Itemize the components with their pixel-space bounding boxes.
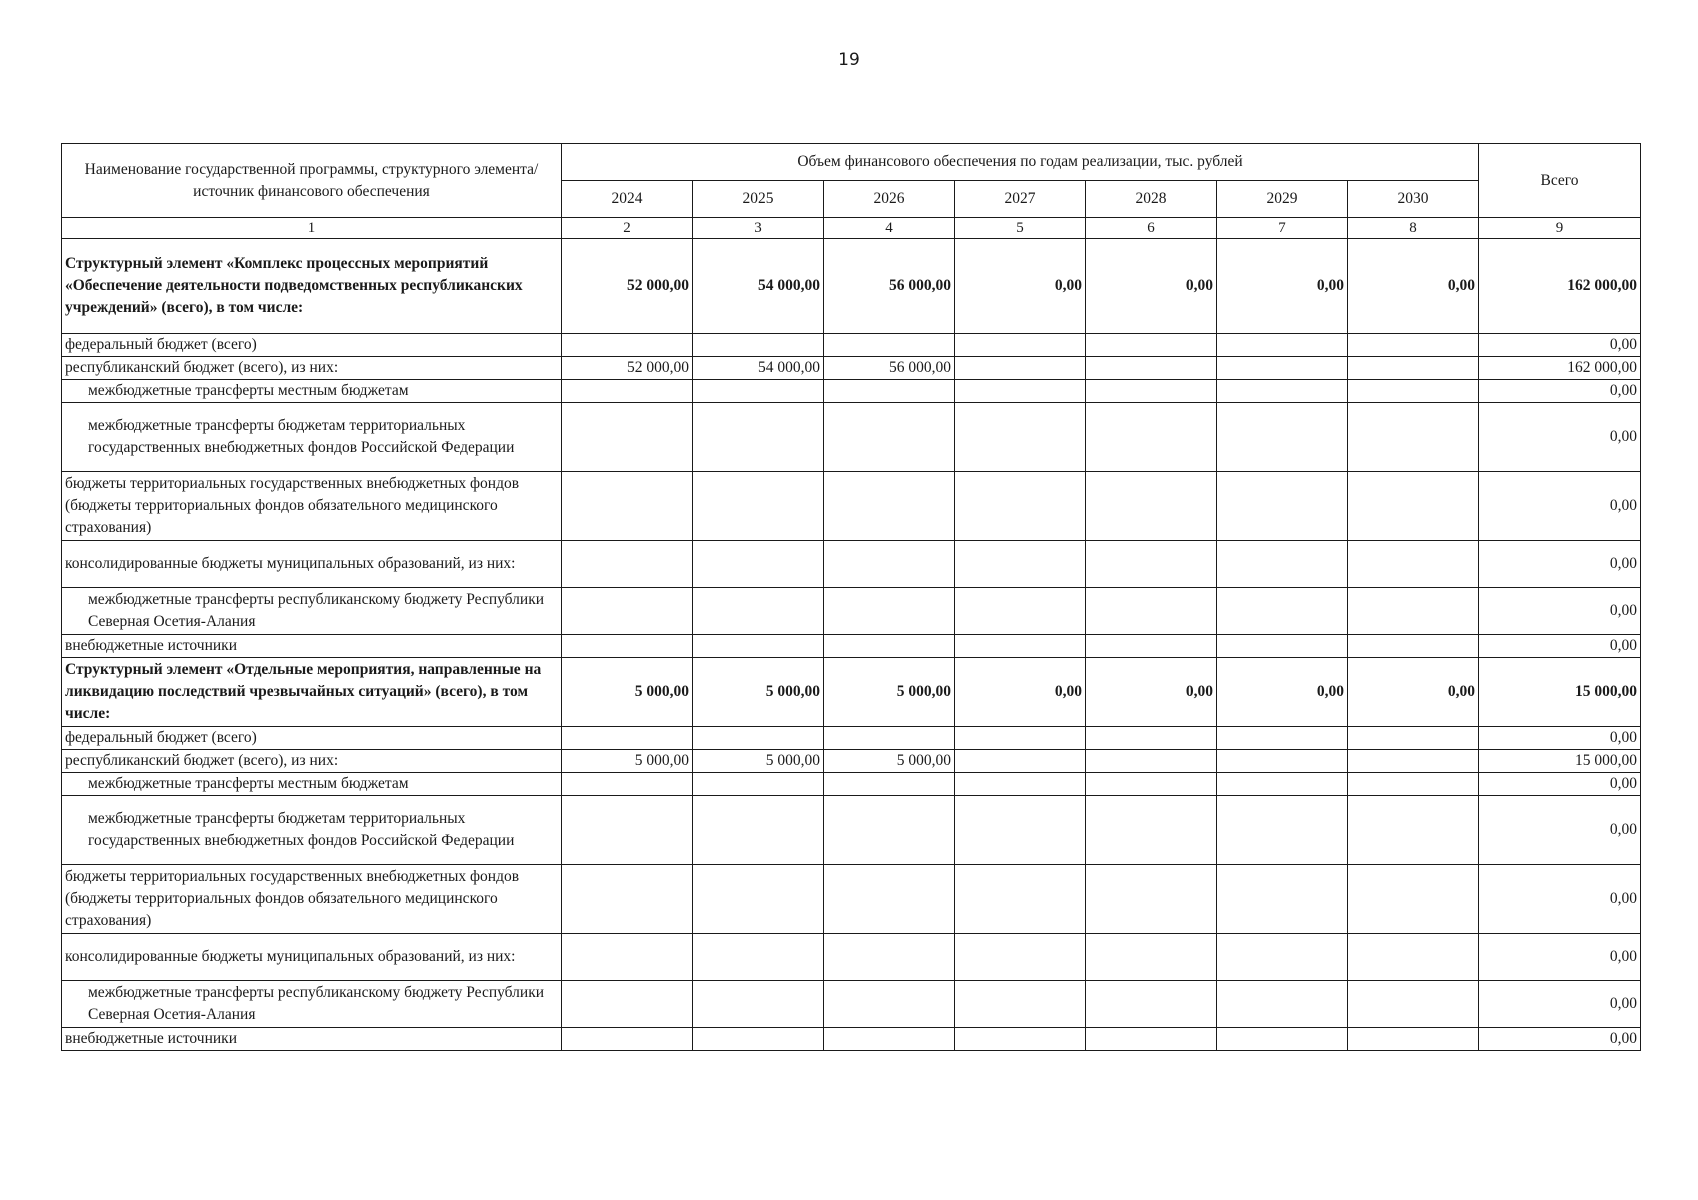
year-value-cell: 0,00 <box>1217 658 1348 727</box>
year-value-cell <box>1217 796 1348 865</box>
year-value-cell <box>824 635 955 658</box>
year-value-cell <box>1217 773 1348 796</box>
year-value-cell: 56 000,00 <box>824 239 955 334</box>
structural-element-row <box>62 658 1641 727</box>
page-number: 19 <box>838 50 860 70</box>
year-value-cell <box>1217 357 1348 380</box>
year-value-cell <box>562 1028 693 1051</box>
column-number: 3 <box>693 218 824 239</box>
year-value-cell <box>693 1028 824 1051</box>
column-number: 1 <box>62 218 562 239</box>
year-value-cell <box>562 773 693 796</box>
year-value-cell <box>1348 541 1479 588</box>
funding-source-row <box>62 934 1641 981</box>
funding-source-row <box>62 541 1641 588</box>
year-value-cell <box>824 380 955 403</box>
funding-source-row <box>62 635 1641 658</box>
total-value-cell: 15 000,00 <box>1479 750 1641 773</box>
year-value-cell <box>693 472 824 541</box>
year-value-cell <box>1217 727 1348 750</box>
year-value-cell: 52 000,00 <box>562 239 693 334</box>
year-value-cell <box>562 865 693 934</box>
year-value-cell: 5 000,00 <box>824 750 955 773</box>
year-value-cell: 54 000,00 <box>693 239 824 334</box>
year-value-cell <box>562 472 693 541</box>
year-value-cell <box>1086 773 1217 796</box>
row-label: консолидированные бюджеты муниципальных образований, из них: <box>62 934 562 981</box>
header-year: 2026 <box>824 181 955 218</box>
year-value-cell <box>693 773 824 796</box>
row-label: федеральный бюджет (всего) <box>62 334 562 357</box>
year-value-cell: 5 000,00 <box>824 658 955 727</box>
row-label: межбюджетные трансферты республиканскому бюджету Республики Северная Осетия-Алания <box>62 588 562 635</box>
year-value-cell <box>955 588 1086 635</box>
total-value-cell: 0,00 <box>1479 403 1641 472</box>
year-value-cell <box>1217 588 1348 635</box>
header-row-column-numbers <box>62 218 1641 239</box>
year-value-cell <box>955 1028 1086 1051</box>
year-value-cell <box>562 635 693 658</box>
year-value-cell: 5 000,00 <box>562 658 693 727</box>
total-value-cell: 0,00 <box>1479 380 1641 403</box>
year-value-cell <box>693 796 824 865</box>
funding-source-row <box>62 334 1641 357</box>
year-value-cell <box>1348 934 1479 981</box>
year-value-cell: 0,00 <box>955 239 1086 334</box>
year-value-cell <box>1348 773 1479 796</box>
financing-table <box>61 143 1641 1051</box>
row-label: межбюджетные трансферты бюджетам территориальных государственных внебюджетных фондов Российской Федерации <box>62 796 562 865</box>
year-value-cell: 0,00 <box>955 658 1086 727</box>
year-value-cell: 0,00 <box>1086 239 1217 334</box>
row-label: федеральный бюджет (всего) <box>62 727 562 750</box>
header-funding-group: Объем финансового обеспечения по годам реализации, тыс. рублей <box>562 144 1479 181</box>
year-value-cell <box>562 403 693 472</box>
year-value-cell: 0,00 <box>1217 239 1348 334</box>
year-value-cell <box>693 588 824 635</box>
year-value-cell <box>1086 750 1217 773</box>
funding-subsource-row <box>62 981 1641 1028</box>
year-value-cell <box>1348 403 1479 472</box>
year-value-cell <box>1217 380 1348 403</box>
row-label: Структурный элемент «Отдельные мероприятия, направленные на ликвидацию последствий чрезвычайных ситуаций» (всего), в том числе: <box>62 658 562 727</box>
year-value-cell <box>1217 981 1348 1028</box>
year-value-cell <box>1086 334 1217 357</box>
year-value-cell <box>824 541 955 588</box>
year-value-cell <box>955 750 1086 773</box>
year-value-cell <box>955 472 1086 541</box>
year-value-cell <box>1086 865 1217 934</box>
column-number: 5 <box>955 218 1086 239</box>
year-value-cell <box>1086 727 1217 750</box>
header-total-column: Всего <box>1479 144 1641 218</box>
row-label: республиканский бюджет (всего), из них: <box>62 357 562 380</box>
total-value-cell: 0,00 <box>1479 934 1641 981</box>
year-value-cell: 0,00 <box>1348 239 1479 334</box>
column-number: 8 <box>1348 218 1479 239</box>
total-value-cell: 0,00 <box>1479 865 1641 934</box>
total-value-cell: 162 000,00 <box>1479 357 1641 380</box>
column-number: 6 <box>1086 218 1217 239</box>
year-value-cell <box>1086 1028 1217 1051</box>
funding-subsource-row <box>62 773 1641 796</box>
column-number: 2 <box>562 218 693 239</box>
year-value-cell <box>1348 588 1479 635</box>
total-value-cell: 0,00 <box>1479 796 1641 865</box>
year-value-cell <box>1348 334 1479 357</box>
total-value-cell: 162 000,00 <box>1479 239 1641 334</box>
year-value-cell <box>693 334 824 357</box>
year-value-cell <box>824 472 955 541</box>
year-value-cell <box>1348 865 1479 934</box>
year-value-cell <box>562 727 693 750</box>
year-value-cell <box>955 541 1086 588</box>
funding-source-row <box>62 727 1641 750</box>
funding-subsource-row <box>62 403 1641 472</box>
header-year: 2028 <box>1086 181 1217 218</box>
row-label: межбюджетные трансферты бюджетам территориальных государственных внебюджетных фондов Российской Федерации <box>62 403 562 472</box>
total-value-cell: 0,00 <box>1479 472 1641 541</box>
year-value-cell <box>693 635 824 658</box>
year-value-cell <box>1086 403 1217 472</box>
row-label: межбюджетные трансферты местным бюджетам <box>62 773 562 796</box>
year-value-cell: 54 000,00 <box>693 357 824 380</box>
header-year: 2030 <box>1348 181 1479 218</box>
year-value-cell <box>562 981 693 1028</box>
table-body <box>62 239 1641 1051</box>
year-value-cell <box>824 1028 955 1051</box>
funding-subsource-row <box>62 380 1641 403</box>
header-year: 2024 <box>562 181 693 218</box>
year-value-cell <box>1217 635 1348 658</box>
year-value-cell <box>693 380 824 403</box>
year-value-cell <box>824 865 955 934</box>
year-value-cell <box>824 773 955 796</box>
year-value-cell <box>824 403 955 472</box>
header-year: 2029 <box>1217 181 1348 218</box>
year-value-cell <box>1086 635 1217 658</box>
year-value-cell: 52 000,00 <box>562 357 693 380</box>
row-label: внебюджетные источники <box>62 635 562 658</box>
structural-element-row <box>62 239 1641 334</box>
year-value-cell <box>562 588 693 635</box>
year-value-cell <box>1348 380 1479 403</box>
year-value-cell <box>955 865 1086 934</box>
total-value-cell: 0,00 <box>1479 1028 1641 1051</box>
year-value-cell <box>955 727 1086 750</box>
year-value-cell <box>824 934 955 981</box>
column-number: 7 <box>1217 218 1348 239</box>
row-label: консолидированные бюджеты муниципальных образований, из них: <box>62 541 562 588</box>
year-value-cell <box>693 981 824 1028</box>
year-value-cell <box>824 981 955 1028</box>
year-value-cell <box>955 357 1086 380</box>
year-value-cell <box>1086 588 1217 635</box>
year-value-cell <box>1217 934 1348 981</box>
year-value-cell <box>1086 380 1217 403</box>
year-value-cell <box>955 380 1086 403</box>
year-value-cell <box>1348 1028 1479 1051</box>
year-value-cell <box>824 796 955 865</box>
total-value-cell: 0,00 <box>1479 727 1641 750</box>
year-value-cell <box>693 403 824 472</box>
year-value-cell <box>1217 865 1348 934</box>
year-value-cell <box>1086 934 1217 981</box>
year-value-cell <box>824 727 955 750</box>
year-value-cell <box>955 981 1086 1028</box>
table-header <box>62 144 1641 239</box>
year-value-cell <box>1086 472 1217 541</box>
year-value-cell <box>955 334 1086 357</box>
year-value-cell <box>955 934 1086 981</box>
total-value-cell: 0,00 <box>1479 773 1641 796</box>
header-year: 2027 <box>955 181 1086 218</box>
total-value-cell: 15 000,00 <box>1479 658 1641 727</box>
year-value-cell <box>955 796 1086 865</box>
year-value-cell <box>1217 541 1348 588</box>
row-label: республиканский бюджет (всего), из них: <box>62 750 562 773</box>
column-number: 4 <box>824 218 955 239</box>
total-value-cell: 0,00 <box>1479 541 1641 588</box>
year-value-cell <box>1348 981 1479 1028</box>
funding-source-row <box>62 865 1641 934</box>
row-label: бюджеты территориальных государственных внебюджетных фондов (бюджеты территориальных фондов обязательного медицинского страхования) <box>62 865 562 934</box>
year-value-cell <box>693 934 824 981</box>
year-value-cell <box>1348 796 1479 865</box>
year-value-cell: 5 000,00 <box>693 658 824 727</box>
year-value-cell: 56 000,00 <box>824 357 955 380</box>
total-value-cell: 0,00 <box>1479 334 1641 357</box>
year-value-cell <box>693 727 824 750</box>
total-value-cell: 0,00 <box>1479 635 1641 658</box>
row-label: внебюджетные источники <box>62 1028 562 1051</box>
row-label: бюджеты территориальных государственных внебюджетных фондов (бюджеты территориальных фондов обязательного медицинского страхования) <box>62 472 562 541</box>
year-value-cell <box>1217 403 1348 472</box>
year-value-cell <box>1348 472 1479 541</box>
year-value-cell <box>562 380 693 403</box>
year-value-cell <box>1086 796 1217 865</box>
year-value-cell <box>1086 981 1217 1028</box>
row-label: Структурный элемент «Комплекс процессных мероприятий «Обеспечение деятельности подведомственных республиканских учреждений» (всего), в том числе: <box>62 239 562 334</box>
row-label: межбюджетные трансферты республиканскому бюджету Республики Северная Осетия-Алания <box>62 981 562 1028</box>
year-value-cell <box>562 934 693 981</box>
funding-source-row <box>62 750 1641 773</box>
header-row-top <box>62 144 1641 181</box>
year-value-cell <box>1348 357 1479 380</box>
year-value-cell <box>955 773 1086 796</box>
funding-source-row <box>62 1028 1641 1051</box>
year-value-cell <box>1348 727 1479 750</box>
year-value-cell <box>1217 1028 1348 1051</box>
row-label: межбюджетные трансферты местным бюджетам <box>62 380 562 403</box>
year-value-cell <box>1086 357 1217 380</box>
year-value-cell <box>1217 472 1348 541</box>
year-value-cell <box>1217 750 1348 773</box>
year-value-cell <box>1086 541 1217 588</box>
year-value-cell <box>562 541 693 588</box>
year-value-cell: 5 000,00 <box>693 750 824 773</box>
year-value-cell <box>824 334 955 357</box>
funding-subsource-row <box>62 796 1641 865</box>
year-value-cell <box>562 796 693 865</box>
year-value-cell <box>955 403 1086 472</box>
year-value-cell: 0,00 <box>1348 658 1479 727</box>
year-value-cell <box>693 541 824 588</box>
total-value-cell: 0,00 <box>1479 588 1641 635</box>
year-value-cell <box>1348 750 1479 773</box>
year-value-cell: 0,00 <box>1086 658 1217 727</box>
header-name-column: Наименование государственной программы, структурного элемента/источник финансового обеспечения <box>62 144 562 218</box>
header-year: 2025 <box>693 181 824 218</box>
year-value-cell <box>824 588 955 635</box>
funding-source-row <box>62 357 1641 380</box>
funding-subsource-row <box>62 588 1641 635</box>
column-number: 9 <box>1479 218 1641 239</box>
funding-source-row <box>62 472 1641 541</box>
year-value-cell: 5 000,00 <box>562 750 693 773</box>
year-value-cell <box>1348 635 1479 658</box>
year-value-cell <box>562 334 693 357</box>
total-value-cell: 0,00 <box>1479 981 1641 1028</box>
year-value-cell <box>1217 334 1348 357</box>
year-value-cell <box>955 635 1086 658</box>
year-value-cell <box>693 865 824 934</box>
